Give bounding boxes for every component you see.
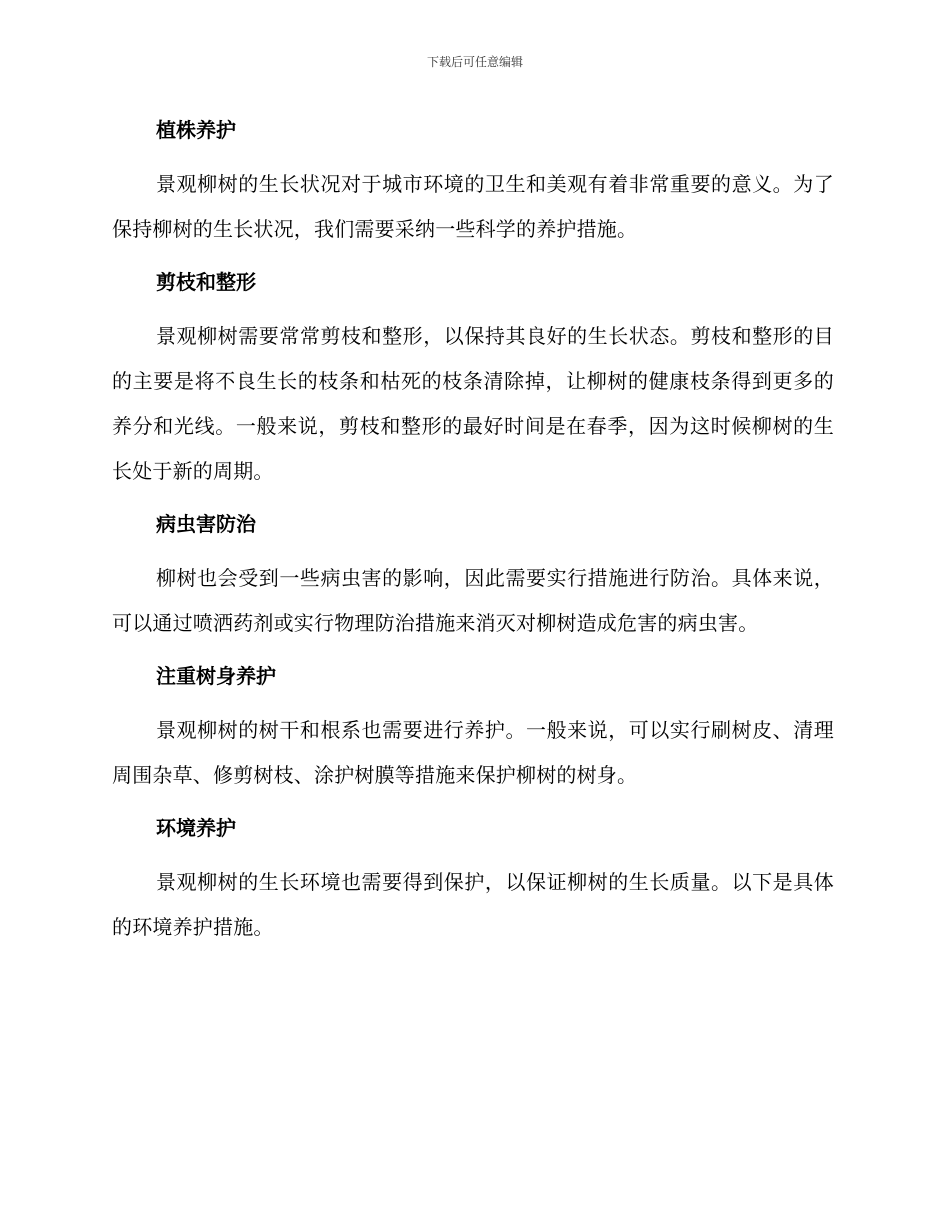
- section-heading: 剪枝和整形: [156, 270, 256, 294]
- section-plant-care: [112, 110, 834, 262]
- section-paragraph: 景观柳树的树干和根系也需要进行养护。一般来说，可以实行刷树皮、清理周围杂草、修剪树枝、涂护树膜等措施来保护柳树的树身。: [112, 718, 834, 787]
- document-body: [112, 110, 834, 950]
- section-heading: 环境养护: [156, 816, 236, 840]
- section-trunk-care: [112, 656, 834, 808]
- section-pruning: [112, 262, 834, 504]
- section-environment-care: [112, 808, 834, 950]
- section-paragraph: 景观柳树需要常常剪枝和整形，以保持其良好的生长状态。剪枝和整形的目的主要是将不良生长的枝条和枯死的枝条清除掉，让柳树的健康枝条得到更多的养分和光线。一般来说，剪枝和整形的最好时间是在春季，因为这时候柳树的生长处于新的周期。: [112, 324, 834, 483]
- section-heading: 病虫害防治: [156, 512, 256, 536]
- section-heading: 注重树身养护: [156, 664, 276, 688]
- page-header: 下载后可任意编辑: [426, 55, 523, 69]
- section-paragraph: 景观柳树的生长状况对于城市环境的卫生和美观有着非常重要的意义。为了保持柳树的生长状况，我们需要采纳一些科学的养护措施。: [112, 172, 834, 241]
- section-pest-control: [112, 504, 834, 656]
- section-heading: 植株养护: [156, 118, 236, 142]
- section-paragraph: 景观柳树的生长环境也需要得到保护，以保证柳树的生长质量。以下是具体的环境养护措施。: [112, 870, 834, 939]
- section-paragraph: 柳树也会受到一些病虫害的影响，因此需要实行措施进行防治。具体来说，可以通过喷洒药剂或实行物理防治措施来消灭对柳树造成危害的病虫害。: [112, 566, 834, 635]
